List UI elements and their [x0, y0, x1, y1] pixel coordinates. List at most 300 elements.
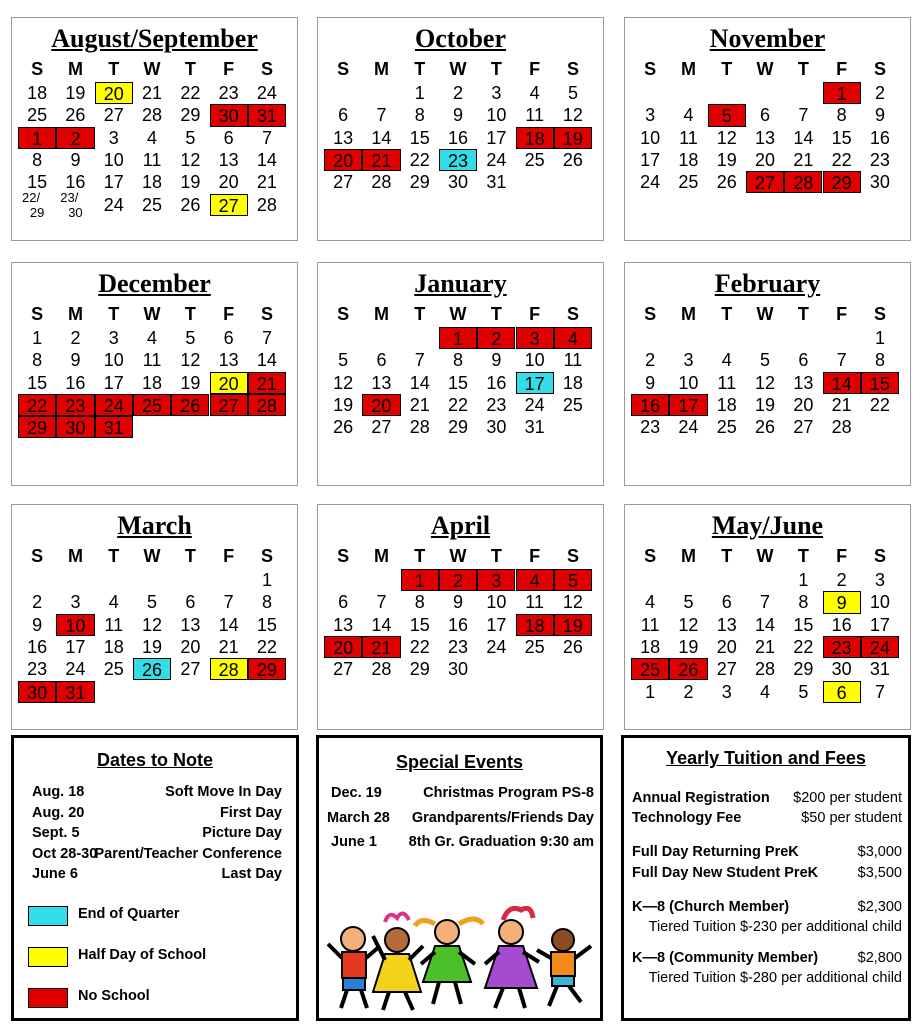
legend-swatch-half-day [28, 947, 68, 967]
calendar-day: 16 [27, 636, 48, 657]
weekday-header: W [756, 304, 774, 324]
calendar-day: 14 [256, 350, 277, 371]
calendar-day: 14 [371, 127, 392, 148]
calendar-day-part: 30 [68, 204, 83, 220]
fee-label: Annual Registration [632, 790, 770, 806]
fee-label: Technology Fee [632, 810, 742, 826]
note-date: Sept. 5 [32, 825, 80, 841]
weekday-header: F [223, 546, 235, 566]
note-date: Aug. 18 [32, 784, 85, 800]
calendar-day: 3 [721, 681, 732, 702]
month-title: May/June [711, 511, 824, 540]
calendar-day: 20 [793, 394, 814, 415]
calendar-day: 25 [142, 194, 163, 215]
calendar-day-red: 27 [210, 394, 248, 416]
calendar-day: 28 [256, 194, 277, 215]
calendar-day: 22 [793, 636, 814, 657]
calendar-day: 28 [409, 417, 430, 438]
month-title: January [414, 269, 507, 298]
calendar-day: 5 [760, 350, 771, 371]
weekday-header: S [644, 304, 657, 324]
calendar-day: 21 [142, 83, 163, 103]
fee-label: K—8 (Church Member) [632, 899, 790, 915]
calendar-day: 30 [486, 417, 507, 438]
calendar-day: 21 [256, 172, 277, 193]
tuition-title: Yearly Tuition and Fees [666, 748, 866, 768]
calendar-day: 27 [333, 172, 354, 193]
calendar-day: 8 [261, 592, 272, 613]
calendar-day: 21 [218, 636, 239, 657]
calendar-day: 10 [524, 350, 545, 371]
calendar-day: 22 [869, 394, 890, 415]
weekday-header: S [31, 59, 44, 79]
calendar-day: 3 [683, 350, 694, 371]
calendar-day-red: 20 [362, 394, 400, 416]
event-text: 8th Gr. Graduation 9:30 am [408, 834, 594, 850]
weekday-header: W [449, 59, 467, 79]
calendar-day: 12 [678, 614, 699, 635]
calendar-day: 10 [678, 372, 699, 393]
calendar-day: 26 [755, 417, 776, 438]
calendar-day: 9 [874, 105, 885, 126]
calendar-day: 11 [563, 350, 583, 371]
calendar-day-red: 31 [56, 681, 94, 703]
calendar-day: 3 [874, 570, 885, 590]
calendar-day: 7 [798, 105, 809, 126]
weekday-header: M [67, 304, 83, 324]
weekday-header: W [143, 304, 161, 324]
calendar-day: 17 [486, 614, 507, 635]
calendar-day: 7 [261, 127, 272, 148]
calendar-day: 31 [524, 417, 545, 438]
calendar-day: 28 [371, 172, 392, 193]
calendar-day: 6 [223, 328, 234, 348]
weekday-header: T [721, 304, 733, 324]
calendar-day: 15 [27, 172, 48, 193]
weekday-header: T [490, 304, 502, 324]
calendar-day-red: 5 [708, 104, 746, 126]
calendar-day: 4 [760, 681, 771, 702]
weekday-header: F [529, 304, 541, 324]
calendar-day: 6 [760, 105, 771, 126]
event-date: March 28 [327, 810, 390, 826]
calendar-day: 15 [831, 127, 852, 148]
calendar-day: 8 [32, 350, 43, 371]
calendar-day: 9 [453, 105, 464, 126]
calendar-day: 12 [180, 149, 201, 170]
month-april [317, 504, 604, 730]
note-text: Parent/Teacher Conference [94, 846, 282, 862]
calendar-day: 19 [180, 372, 201, 393]
calendar-day: 18 [27, 83, 48, 103]
calendar-day: 23 [640, 417, 661, 438]
calendar-day: 8 [798, 592, 809, 613]
calendar-day-red: 1 [823, 82, 861, 104]
calendar-day: 24 [640, 172, 661, 193]
calendar-day: 16 [486, 372, 507, 393]
calendar-day: 15 [409, 614, 430, 635]
calendar-day: 25 [103, 659, 124, 680]
calendar-day: 18 [142, 372, 163, 393]
calendar-day-red: 19 [554, 614, 592, 636]
calendar-day: 23 [448, 636, 469, 657]
calendar-day: 6 [798, 350, 809, 371]
calendar-day: 24 [678, 417, 699, 438]
calendar-day: 2 [32, 592, 43, 613]
weekday-header: S [873, 304, 886, 324]
calendar-day: 20 [180, 636, 201, 657]
calendar-day: 3 [645, 105, 656, 126]
calendar-day: 14 [755, 614, 776, 635]
event-text: Christmas Program PS-8 [423, 785, 594, 801]
calendar-day-red: 21 [248, 372, 286, 394]
calendar-day: 23 [869, 149, 890, 170]
month-october [317, 17, 604, 241]
calendar-day-red: 25 [133, 394, 171, 416]
calendar-day: 19 [755, 394, 776, 415]
month-title: August/September [51, 24, 258, 53]
calendar-day: 30 [448, 659, 469, 680]
weekday-header: M [373, 59, 389, 79]
calendar-day: 29 [793, 659, 814, 680]
calendar-day: 8 [836, 105, 847, 126]
weekday-header: M [67, 59, 83, 79]
calendar-day: 23 [27, 659, 48, 680]
dancing-kids-illustration-icon [325, 906, 597, 1016]
calendar-day: 22 [831, 149, 852, 170]
calendar-day: 6 [338, 592, 349, 613]
calendar-day: 11 [142, 149, 162, 170]
weekday-header: T [414, 304, 426, 324]
calendar-day-red: 31 [95, 416, 133, 438]
calendar-day-red: 18 [516, 614, 554, 636]
calendar-day: 22 [409, 636, 430, 657]
calendar-day-red: 4 [516, 569, 554, 591]
calendar-day-cyan: 17 [516, 372, 554, 394]
legend-label: No School [78, 988, 150, 1004]
calendar-day-red: 29 [18, 416, 56, 438]
calendar-day: 3 [108, 328, 119, 348]
weekday-header: S [337, 304, 350, 324]
calendar-day: 17 [869, 614, 890, 635]
calendar-day: 2 [836, 570, 847, 590]
calendar-day: 1 [414, 83, 425, 103]
calendar-day: 19 [180, 172, 201, 193]
calendar-day-yellow: 27 [210, 194, 248, 216]
calendar-day-red: 3 [516, 327, 554, 349]
weekday-header: F [223, 304, 235, 324]
calendar-day: 29 [409, 659, 430, 680]
calendar-day: 26 [65, 105, 86, 126]
weekday-header: T [414, 546, 426, 566]
calendar-day: 6 [721, 592, 732, 613]
calendar-day: 13 [180, 614, 201, 635]
calendar-day: 28 [142, 105, 163, 126]
calendar-day: 22 [256, 636, 277, 657]
calendar-day: 4 [147, 328, 158, 348]
calendar-day-red: 18 [516, 127, 554, 149]
weekday-header: W [449, 546, 467, 566]
weekday-header: T [721, 546, 733, 566]
calendar-day: 29 [448, 417, 469, 438]
calendar-day: 7 [261, 328, 272, 348]
weekday-header: S [644, 59, 657, 79]
calendar-day-red: 30 [210, 104, 248, 126]
calendar-day-part: 29 [29, 204, 45, 220]
calendar-day: 4 [147, 127, 158, 148]
calendar-day: 12 [562, 105, 583, 126]
calendar-day: 5 [338, 350, 349, 371]
weekday-header: M [680, 59, 696, 79]
calendar-day-red: 26 [669, 658, 707, 680]
calendar-day: 7 [223, 592, 234, 613]
weekday-header: T [108, 546, 120, 566]
calendar-day: 4 [645, 592, 656, 613]
weekday-header: M [373, 304, 389, 324]
fee-value: $2,800 [857, 950, 902, 966]
calendar-day: 21 [793, 149, 814, 170]
calendar-day: 28 [371, 659, 392, 680]
calendar-day: 19 [678, 636, 699, 657]
weekday-header: M [67, 546, 83, 566]
fee-value: $200 per student [793, 790, 902, 806]
calendar-day: 21 [755, 636, 776, 657]
weekday-header: S [31, 546, 44, 566]
calendar-day-part: 22/ [22, 189, 41, 205]
calendar-day: 24 [103, 194, 124, 215]
calendar-day: 12 [755, 372, 776, 393]
calendar-day-yellow: 20 [210, 372, 248, 394]
calendar-day-red: 19 [554, 127, 592, 149]
calendar-day-red: 23 [56, 394, 94, 416]
weekday-header: W [143, 546, 161, 566]
calendar-day-red: 26 [171, 394, 209, 416]
calendar-day: 22 [180, 83, 201, 103]
weekday-header: F [223, 59, 235, 79]
special-events-title: Special Events [395, 752, 524, 772]
calendar-day: 10 [486, 592, 507, 613]
weekday-header: T [108, 59, 120, 79]
calendar-day: 19 [142, 636, 163, 657]
calendar-day-red: 1 [18, 127, 56, 149]
calendar-day: 3 [108, 127, 119, 148]
calendar-day: 11 [640, 614, 660, 635]
calendar-day: 16 [869, 127, 890, 148]
calendar-day-red: 25 [631, 658, 669, 680]
weekday-header: T [721, 59, 733, 79]
fee-value: $3,000 [857, 844, 902, 860]
weekday-header: T [184, 304, 196, 324]
calendar-day: 11 [717, 372, 737, 393]
calendar-day: 4 [683, 105, 694, 126]
weekday-header: S [566, 546, 579, 566]
calendar-day: 26 [333, 417, 354, 438]
calendar-day: 25 [524, 636, 545, 657]
calendar-day: 6 [185, 592, 196, 613]
weekday-header: T [490, 546, 502, 566]
calendar-day: 12 [562, 592, 583, 613]
calendar-day-yellow: 20 [95, 82, 133, 104]
calendar-day: 17 [486, 127, 507, 148]
calendar-day: 25 [678, 172, 699, 193]
calendar-day: 25 [27, 105, 48, 126]
month-title: February [714, 269, 821, 298]
calendar-day: 18 [562, 372, 583, 393]
calendar-day: 9 [70, 350, 81, 371]
calendar-day: 24 [65, 659, 86, 680]
event-date: June 1 [331, 834, 377, 850]
calendar-day: 5 [798, 681, 809, 702]
fee-value: $3,500 [857, 865, 902, 881]
calendar-day [18, 189, 56, 220]
weekday-header: S [260, 59, 273, 79]
calendar-day: 28 [755, 659, 776, 680]
calendar-day: 11 [679, 127, 698, 148]
calendar-day: 13 [716, 614, 737, 635]
calendar-day: 14 [793, 127, 814, 148]
calendar-day: 7 [874, 681, 885, 702]
calendar-day: 13 [793, 372, 814, 393]
legend-swatch-no-school [28, 988, 68, 1008]
calendar-day: 24 [486, 149, 507, 170]
weekday-header: F [529, 546, 541, 566]
calendar-day: 5 [683, 592, 694, 613]
calendar-day: 9 [453, 592, 464, 613]
calendar-day: 18 [678, 149, 699, 170]
weekday-header: S [566, 59, 579, 79]
calendar-day: 26 [716, 172, 737, 193]
calendar-day: 27 [333, 659, 354, 680]
note-date: Oct 28-30 [32, 846, 98, 862]
calendar-day: 10 [103, 149, 124, 170]
calendar-day: 2 [874, 83, 885, 103]
month-title: March [117, 511, 192, 540]
weekday-header: T [184, 59, 196, 79]
calendar-day-red: 14 [823, 372, 861, 394]
calendar-day-part: 23/ [60, 189, 79, 205]
calendar-day: 12 [716, 127, 737, 148]
weekday-header: T [414, 59, 426, 79]
weekday-header: T [797, 546, 809, 566]
calendar-day: 10 [103, 350, 124, 371]
calendar-day: 15 [409, 127, 430, 148]
calendar-day-red: 2 [477, 327, 515, 349]
month-may-june [624, 504, 911, 730]
calendar-day: 12 [333, 372, 354, 393]
calendar-day: 28 [831, 417, 852, 438]
calendar-day-yellow: 9 [823, 591, 861, 613]
calendar-day: 4 [108, 592, 119, 613]
note-date: June 6 [32, 866, 78, 882]
weekday-header: T [108, 304, 120, 324]
calendar-day-red: 21 [362, 636, 400, 658]
calendar-day: 24 [256, 83, 277, 103]
calendar-day: 13 [755, 127, 776, 148]
calendar-day: 31 [486, 172, 507, 193]
calendar-day: 10 [486, 105, 507, 126]
calendar-day: 7 [414, 350, 425, 371]
calendar-day: 29 [409, 172, 430, 193]
weekday-header: F [529, 59, 541, 79]
calendar-day: 29 [180, 105, 201, 126]
tuition-panel [621, 735, 911, 1021]
calendar-day: 26 [562, 636, 583, 657]
calendar-day: 19 [333, 394, 354, 415]
weekday-header: M [373, 546, 389, 566]
calendar-day-red: 5 [554, 569, 592, 591]
calendar-day-red: 1 [401, 569, 439, 591]
calendar-day: 20 [716, 636, 737, 657]
calendar-day-red: 2 [439, 569, 477, 591]
weekday-header: F [836, 546, 848, 566]
calendar-day-red: 21 [362, 149, 400, 171]
calendar-day: 13 [333, 614, 354, 635]
calendar-day: 27 [371, 417, 392, 438]
calendar-day: 17 [65, 636, 86, 657]
calendar-day-red: 23 [823, 636, 861, 658]
weekday-header: S [566, 304, 579, 324]
calendar-day: 17 [103, 172, 124, 193]
fee-subnote: Tiered Tuition $-230 per additional child [648, 919, 902, 935]
calendar-day: 1 [645, 681, 656, 702]
calendar-day: 2 [683, 681, 694, 702]
calendar-day: 8 [453, 350, 464, 371]
weekday-header: T [797, 304, 809, 324]
calendar-day-red: 20 [324, 149, 362, 171]
event-date: Dec. 19 [331, 785, 382, 801]
calendar-day: 27 [716, 659, 737, 680]
calendar-day: 24 [524, 394, 545, 415]
calendar-day: 9 [491, 350, 502, 371]
note-text: Picture Day [202, 825, 282, 841]
calendar-day-red: 30 [56, 416, 94, 438]
calendar-day: 5 [147, 592, 158, 613]
calendar-day: 10 [640, 127, 661, 148]
calendar-day: 16 [448, 127, 469, 148]
calendar-day: 30 [831, 659, 852, 680]
calendar-day: 13 [371, 372, 392, 393]
calendar-day: 26 [180, 194, 201, 215]
calendar-day: 6 [338, 105, 349, 126]
legend-label: End of Quarter [78, 906, 180, 922]
calendar-day-red: 29 [248, 658, 286, 680]
calendar-day: 2 [70, 328, 81, 348]
calendar-day: 7 [376, 592, 387, 613]
calendar-day-red: 3 [477, 569, 515, 591]
note-text: Soft Move In Day [165, 784, 282, 800]
calendar-day: 16 [65, 372, 86, 393]
weekday-header: T [797, 59, 809, 79]
month-title: November [709, 24, 826, 53]
calendar-day: 30 [869, 172, 890, 193]
calendar-day: 9 [645, 372, 656, 393]
fee-subnote: Tiered Tuition $-280 per additional child [648, 970, 902, 986]
weekday-header: S [644, 546, 657, 566]
calendar-day: 23 [486, 394, 507, 415]
calendar-day: 7 [836, 350, 847, 371]
calendar-day: 18 [142, 172, 163, 193]
weekday-header: S [337, 546, 350, 566]
calendar-day: 16 [65, 172, 86, 193]
calendar-day: 23 [218, 83, 239, 103]
calendar-day: 27 [103, 105, 124, 126]
calendar-day: 4 [721, 350, 732, 371]
calendar-day: 14 [371, 614, 392, 635]
calendar-day-red: 28 [248, 394, 286, 416]
month-january [317, 262, 604, 486]
weekday-header: M [680, 304, 696, 324]
legend-label: Half Day of School [78, 947, 207, 963]
